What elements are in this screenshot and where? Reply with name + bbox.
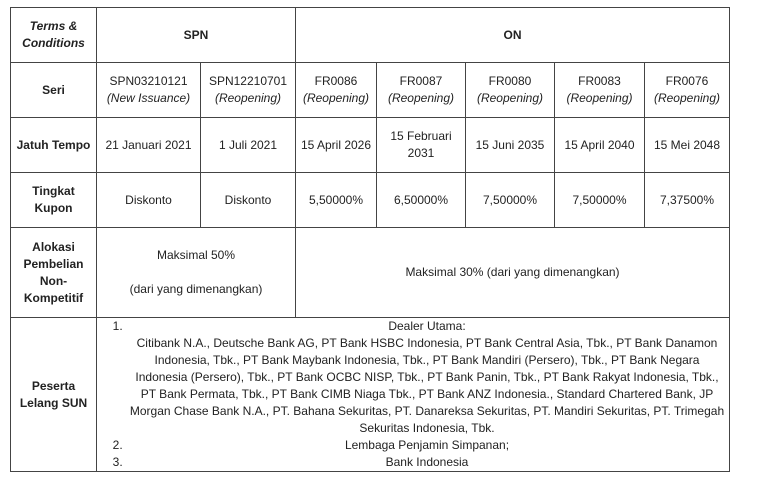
seri-cell: [466, 63, 555, 118]
seri-code: FR0083: [578, 74, 621, 88]
maturity-date: 15 Mei 2048: [645, 118, 730, 173]
maturity-date: 15 Februari 2031: [377, 118, 466, 173]
peserta-row: [11, 318, 730, 472]
seri-cell: [555, 63, 645, 118]
maturity-date: 15 April 2040: [555, 118, 645, 173]
terms-conditions-table: [10, 7, 730, 472]
peserta-list-cell: [97, 318, 730, 472]
seri-note: (New Issuance): [106, 91, 191, 105]
seri-code: SPN12210701: [208, 74, 288, 88]
seri-cell: [201, 63, 296, 118]
participant-detail: Citibank N.A., Deutsche Bank AG, PT Bank HSBC Indonesia, PT Bank Central Asia, Tbk., PT Bank Danamon Indonesia, Tbk., PT Bank Maybank Indonesia, Tbk., PT Bank Mandiri (Persero), Tbk., PT Bank Negara Indonesia (Persero), Tbk., PT Bank OCBC NISP, Tbk., PT Bank Panin, Tbk., PT Bank Rakyat Indonesia, Tbk., PT Bank Permata, Tbk., PT Bank CIMB Niaga Tbk., PT Bank ANZ Indonesia., Standard Chartered Bank, JP Morgan Chase Bank N.A., PT. Bahana Sekuritas, PT. Danareksa Sekuritas, PT. Mandiri Sekuritas, PT. Trimegah Sekuritas Indonesia, Tbk.: [129, 336, 725, 435]
coupon-rate: Diskonto: [201, 173, 296, 228]
kupon-label: Tingkat Kupon: [11, 173, 97, 228]
participant-title: Lembaga Penjamin Simpanan;: [344, 438, 510, 452]
seri-note: (Reopening): [302, 91, 370, 105]
seri-note: (Reopening): [476, 91, 544, 105]
list-item: [126, 437, 726, 454]
participant-list: [100, 318, 726, 471]
seri-code: FR0087: [399, 74, 443, 88]
seri-cell: [97, 63, 201, 118]
seri-code: FR0076: [665, 74, 709, 88]
seri-code: FR0086: [314, 74, 358, 88]
spn-allocation-max: Maksimal 50%: [156, 248, 236, 262]
spn-allocation: [97, 228, 296, 318]
seri-note: (Reopening): [214, 91, 282, 105]
coupon-rate: Diskonto: [97, 173, 201, 228]
coupon-rate: 7,50000%: [555, 173, 645, 228]
maturity-date: 15 Juni 2035: [466, 118, 555, 173]
coupon-rate: 6,50000%: [377, 173, 466, 228]
seri-cell: [645, 63, 730, 118]
participant-title: Bank Indonesia: [385, 455, 469, 469]
maturity-date: 15 April 2026: [296, 118, 377, 173]
list-item: [126, 454, 726, 471]
maturity-date: 1 Juli 2021: [201, 118, 296, 173]
seri-label: Seri: [11, 63, 97, 118]
spn-allocation-note: (dari yang dimenangkan): [129, 282, 263, 296]
header-row: [11, 8, 730, 63]
seri-note: (Reopening): [653, 91, 721, 105]
seri-note: (Reopening): [566, 91, 633, 105]
peserta-label: Peserta Lelang SUN: [11, 318, 97, 472]
seri-code: SPN03210121: [109, 74, 188, 88]
seri-note: (Reopening): [387, 91, 455, 105]
coupon-rate: 5,50000%: [296, 173, 377, 228]
coupon-rate: 7,37500%: [645, 173, 730, 228]
kupon-row: [11, 173, 730, 228]
jatuh-tempo-label: Jatuh Tempo: [11, 118, 97, 173]
spn-group-header: SPN: [97, 8, 296, 63]
seri-code: FR0080: [488, 74, 532, 88]
jatuh-tempo-row: [11, 118, 730, 173]
maturity-date: 21 Januari 2021: [97, 118, 201, 173]
seri-cell: [296, 63, 377, 118]
alokasi-row: [11, 228, 730, 318]
coupon-rate: 7,50000%: [466, 173, 555, 228]
list-item: [126, 318, 726, 437]
on-group-header: ON: [296, 8, 730, 63]
terms-conditions-header: Terms & Conditions: [11, 8, 97, 63]
seri-row: [11, 63, 730, 118]
seri-cell: [377, 63, 466, 118]
participant-title: 1. Dealer Utama:: [388, 319, 466, 333]
on-allocation: Maksimal 30% (dari yang dimenangkan): [296, 228, 730, 318]
alokasi-label: Alokasi Pembelian Non-Kompetitif: [11, 228, 97, 318]
